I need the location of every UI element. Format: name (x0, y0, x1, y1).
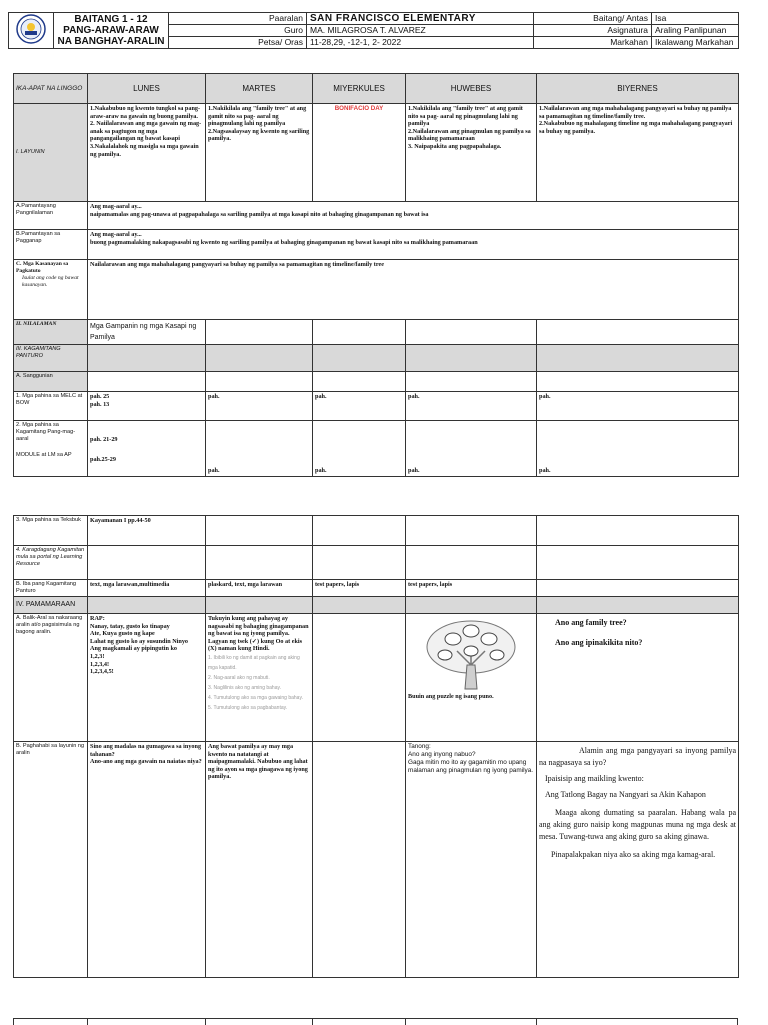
petsa-label: Petsa/ Oras (169, 37, 307, 49)
day-huwebes: HUWEBES (406, 74, 537, 104)
iba-pang-label: B. Iba pang Kagamitang Panturo (14, 580, 88, 597)
biyernes-para-4: Maaga akong dumating sa paaralan. Habang wala pa ang aking guro naisip kong magpunas muna ng mga desk at mesa. Tuwang-tuwa ang aking guro sa aking ginawa. (539, 808, 736, 841)
balik-aral-lunes: RAP: Nanay, tatay, gusto ko tinapay Ate, Kuya gusto ng kape Lahat ng gusto ko ay susundin Ninyo Ang magkamali ay pipingutin ko 1,2,3! 1,2,3,4! 1,2,3,4,5! (88, 614, 206, 742)
paghahabi-label: B. Paghahabi sa layunin ng aralin (14, 742, 88, 978)
nilalaman-label: II. NILALAMAN (14, 320, 88, 345)
day-martes: MARTES (206, 74, 313, 104)
kasanayan-row (14, 260, 739, 320)
header-table (8, 12, 739, 49)
plan-title (54, 13, 169, 49)
biyernes-para-3: Ang Tatlong Bagay na Nangyari sa Akin Kahapon (545, 790, 706, 799)
kasanayan-label-cell (14, 260, 88, 320)
pahina-kagamitan-label: 2. Mga pahina sa Kagamitang Pang-mag-aaral (16, 422, 76, 442)
layunin-miyerkules: BONIFACIO DAY (313, 104, 406, 202)
pagganap-row (14, 230, 739, 260)
pagganap-text: Ang mag-aaral ay... buong pagmamalaking nakapagsasabi ng kwento ng sariling pamilya at bahaging ginagampanan ng bawat kasapi nito sa malikhaing pamamaraan (88, 230, 739, 260)
pahina-kagamitan-line-2: pah.25-29 (90, 455, 116, 463)
layunin-label: I. LAYUNIN (14, 104, 88, 202)
day-biyernes: BIYERNES (537, 74, 739, 104)
sanggunian-row (14, 372, 739, 392)
week-label: IKA-APAT NA LINGGO (14, 74, 88, 104)
layunin-row (14, 104, 739, 202)
paghahabi-martes: Ang bawat pamilya ay may mga kwento na natatangi at maipagmamalaki. Nabubuo ang lahat ng ito ayon sa mga ginagawa ng iyong pamilya. (206, 742, 313, 978)
layunin-lunes: 1.Nakabubuo ng kwento tungkol sa pang-araw-araw na gawain ng buong pamilya. 2. Naiilalarawan ang mga gawain ng mag-anak sa pagtugon ng mga pangangailangan ng bawat kasapi 3.Nakalalahok ng masigla sa mga gawain ng pamilya. (88, 104, 206, 202)
karagdagang-row (14, 546, 739, 580)
pahina-guro-biyernes: pah. (537, 392, 739, 421)
pahina-kagamitan-line-1: pah. 21-29 (90, 436, 118, 443)
biyernes-para-2: Ipaisisip ang maikling kwento: (545, 774, 644, 783)
baitang-label: Baitang/ Antas (534, 13, 652, 25)
kagamitan-label: III. KAGAMITANG PANTURO (14, 345, 88, 372)
nilalaman-huwebes (406, 320, 537, 345)
pahina-kagamitan-label-cell (14, 421, 88, 477)
teksbuk-label: 3. Mga pahina sa Teksbuk (14, 516, 88, 546)
family-tree-image (421, 617, 521, 693)
iba-pang-martes: plaskard, text, mga larawan (206, 580, 313, 597)
checklist-item: 4. Tumutulong ako sa mga gawaing bahay. (208, 694, 303, 701)
nilalaman-text: Mga Gampanin ng mga Kasapi ng Pamilya (88, 320, 206, 345)
paghahabi-huwebes: Tanong: Ano ang inyong nabuo? Gaga mitin mo ito ay gagamitin mo upang malaman ang pinagmulan ng iyong pamilya. (406, 742, 537, 978)
balik-aral-biyernes (537, 614, 739, 742)
checklist-item: 5. Tumutulong ako sa pagbabantay. (208, 704, 288, 711)
divider (737, 1019, 738, 1025)
sanggunian-label: A. Sanggunian (14, 372, 88, 392)
iba-pang-miyerkules: test papers, lapis (313, 580, 406, 597)
divider (536, 1019, 537, 1025)
balik-aral-row (14, 614, 739, 742)
pahina-kagamitan-huwebes: pah. (406, 421, 537, 477)
seal-icon (16, 14, 46, 44)
paghahabi-row (14, 742, 739, 978)
divider (312, 1019, 313, 1025)
pahina-kagamitan-miyerkules: pah. (313, 421, 406, 477)
kasanayan-text: Nailalarawan ang mga mahahalagang pangyayari sa buhay ng pamilya sa pamamagitan ng timeline/family tree (88, 260, 739, 320)
biyernes-para-5: Pinapalakpakan niya ako sa aking mga kamag-aral. (551, 850, 716, 859)
balik-aral-miyerkules (313, 614, 406, 742)
balik-aral-label: A. Balik-Aral sa nakaraang aralin at/o pagsisimula ng bagong aralin. (14, 614, 88, 742)
divider (205, 1019, 206, 1025)
paghahabi-biyernes (537, 742, 739, 978)
checklist-item: 2. Nag-aaral ako ng mabuti. (208, 674, 270, 681)
pahina-guro-huwebes: pah. (406, 392, 537, 421)
paaralan-value: SAN FRANCISCO ELEMENTARY (307, 13, 534, 25)
divider (13, 1019, 14, 1025)
plan-table-2 (13, 515, 739, 978)
plan-table-1 (13, 73, 739, 477)
nilalaman-biyernes (537, 320, 739, 345)
layunin-huwebes: 1.Nakikilala ang "family tree" at ang gamit nito sa pag- aaral ng pinagmulang lahi ng pamilya 2.Nailalarawan ang pinagmulan ng pamilya sa malikhaing pamamaraan 3. Naipapakita ang pagpapahalaga. (406, 104, 537, 202)
layunin-martes: 1.Nakikilala ang "family tree" at ang gamit nito sa pag- aaral ng pinagmulang lahi ng pamilya 2.Nagsasalaysay ng kwento ng sariling pamilya. (206, 104, 313, 202)
layunin-biyernes: 1.Nailalarawan ang mga mahahalagang pangyayari sa buhay ng pamilya sa pamamagitan ng timeline/family tree. 2.Nakabubuo ng mahalagang timeline ng mga mahahalagang pangyayari sa buhay ng pamilya. (537, 104, 739, 202)
balik-aral-huwebes-text: Buuin ang puzzle ng isang puno. (408, 693, 494, 700)
day-lunes: LUNES (88, 74, 206, 104)
pahina-guro-martes: pah. (206, 392, 313, 421)
kasanayan-label: C. Mga Kasanayan sa Pagkatuto (16, 261, 69, 274)
pangnilalaman-text: Ang mag-aaral ay... naipamamalas ang pag-unawa at pagpapahalaga sa sariling pamilya at mga kasapi nito at bahaging ginagampanan ng bawat isa (88, 202, 739, 230)
pahina-kagamitan-row (14, 421, 739, 477)
pahina-guro-label: 1. Mga pahina sa MELC at BOW (14, 392, 88, 421)
balik-aral-martes-text: Tukuyin kung ang pahayag ay nagsasabi ng bahaging ginagampanan ng bawat isa ng iyong pamilya. Lagyan ng tsek (✓) kung Oo at ekis (X) naman kung Hindi. (208, 615, 309, 653)
nilalaman-martes (206, 320, 313, 345)
balik-aral-huwebes (406, 614, 537, 742)
pagganap-label: B.Pamantayan sa Pagganap (14, 230, 88, 260)
title-line-2: PANG-ARAW-ARAW (63, 25, 159, 36)
petsa-value: 11-28,29, -12-1, 2- 2022 (307, 37, 534, 49)
deped-seal (9, 13, 54, 49)
pahina-guro-row (14, 392, 739, 421)
asignatura-label: Asignatura (534, 25, 652, 37)
markahan-value: Ikalawang Markahan (652, 37, 739, 49)
pangnilalaman-label: A.Pamantayang Pangnilalaman (14, 202, 88, 230)
guro-value: MA. MILAGROSA T. ALVAREZ (307, 25, 534, 37)
paaralan-label: Paaralan (169, 13, 307, 25)
baitang-value: Isa (652, 13, 739, 25)
pahina-kagamitan-martes: pah. (206, 421, 313, 477)
title-line-1: BAITANG 1 - 12 (74, 14, 148, 25)
iba-pang-row (14, 580, 739, 597)
pahina-kagamitan-sublabel: MODULE at LM sa AP (16, 452, 72, 458)
day-miyerkules: MIYERKULES (313, 74, 406, 104)
paghahabi-miyerkules (313, 742, 406, 978)
pahina-guro-lunes: pah. 25 pah. 13 (88, 392, 206, 421)
biyernes-question-1: Ano ang family tree? (555, 618, 627, 627)
balik-aral-martes (206, 614, 313, 742)
iba-pang-huwebes: test papers, lapis (406, 580, 537, 597)
pamamaraan-label: IV. PAMAMARAAN (14, 597, 88, 614)
divider (405, 1019, 406, 1025)
pahina-guro-miyerkules: pah. (313, 392, 406, 421)
day-header-row (14, 74, 739, 104)
title-line-3: NA BANGHAY-ARALIN (57, 36, 165, 47)
kagamitan-row (14, 345, 739, 372)
biyernes-question-2: Ano ang ipinakikita nito? (555, 638, 643, 647)
pangnilalaman-row (14, 202, 739, 230)
biyernes-para-1: Alamin ang mga pangyayari sa inyong pamilya na nagpasaya sa iyo? (539, 746, 736, 767)
pahina-kagamitan-biyernes: pah. (537, 421, 739, 477)
teksbuk-text: Kayamanan I pp.44-50 (88, 516, 206, 546)
pamamaraan-row (14, 597, 739, 614)
guro-label: Guro (169, 25, 307, 37)
iba-pang-lunes: text, mga larawan,multimedia (88, 580, 206, 597)
checklist-item: 3. Naglilinis ako ng aming bahay. (208, 684, 282, 691)
nilalaman-miyerkules (313, 320, 406, 345)
kasanayan-sublabel: Isulat ang code ng bawat kasanayan. (22, 275, 79, 288)
divider (87, 1019, 88, 1025)
asignatura-value: Araling Panlipunan (652, 25, 739, 37)
nilalaman-row (14, 320, 739, 345)
karagdagang-label: 4. Karagdagang Kagamitan mula sa portal ng Learning Resource (14, 546, 88, 580)
iba-pang-biyernes (537, 580, 739, 597)
teksbuk-row (14, 516, 739, 546)
pahina-kagamitan-lunes (88, 421, 206, 477)
checklist-item: 1. Ibibili ko ng damit at pagkain ang aking mga kapatid. (208, 654, 300, 671)
paghahabi-lunes: Sino ang madalas na gumagawa sa inyong tahanan? Ano-ano ang mga gawain na naiatas niya? (88, 742, 206, 978)
markahan-label: Markahan (534, 37, 652, 49)
